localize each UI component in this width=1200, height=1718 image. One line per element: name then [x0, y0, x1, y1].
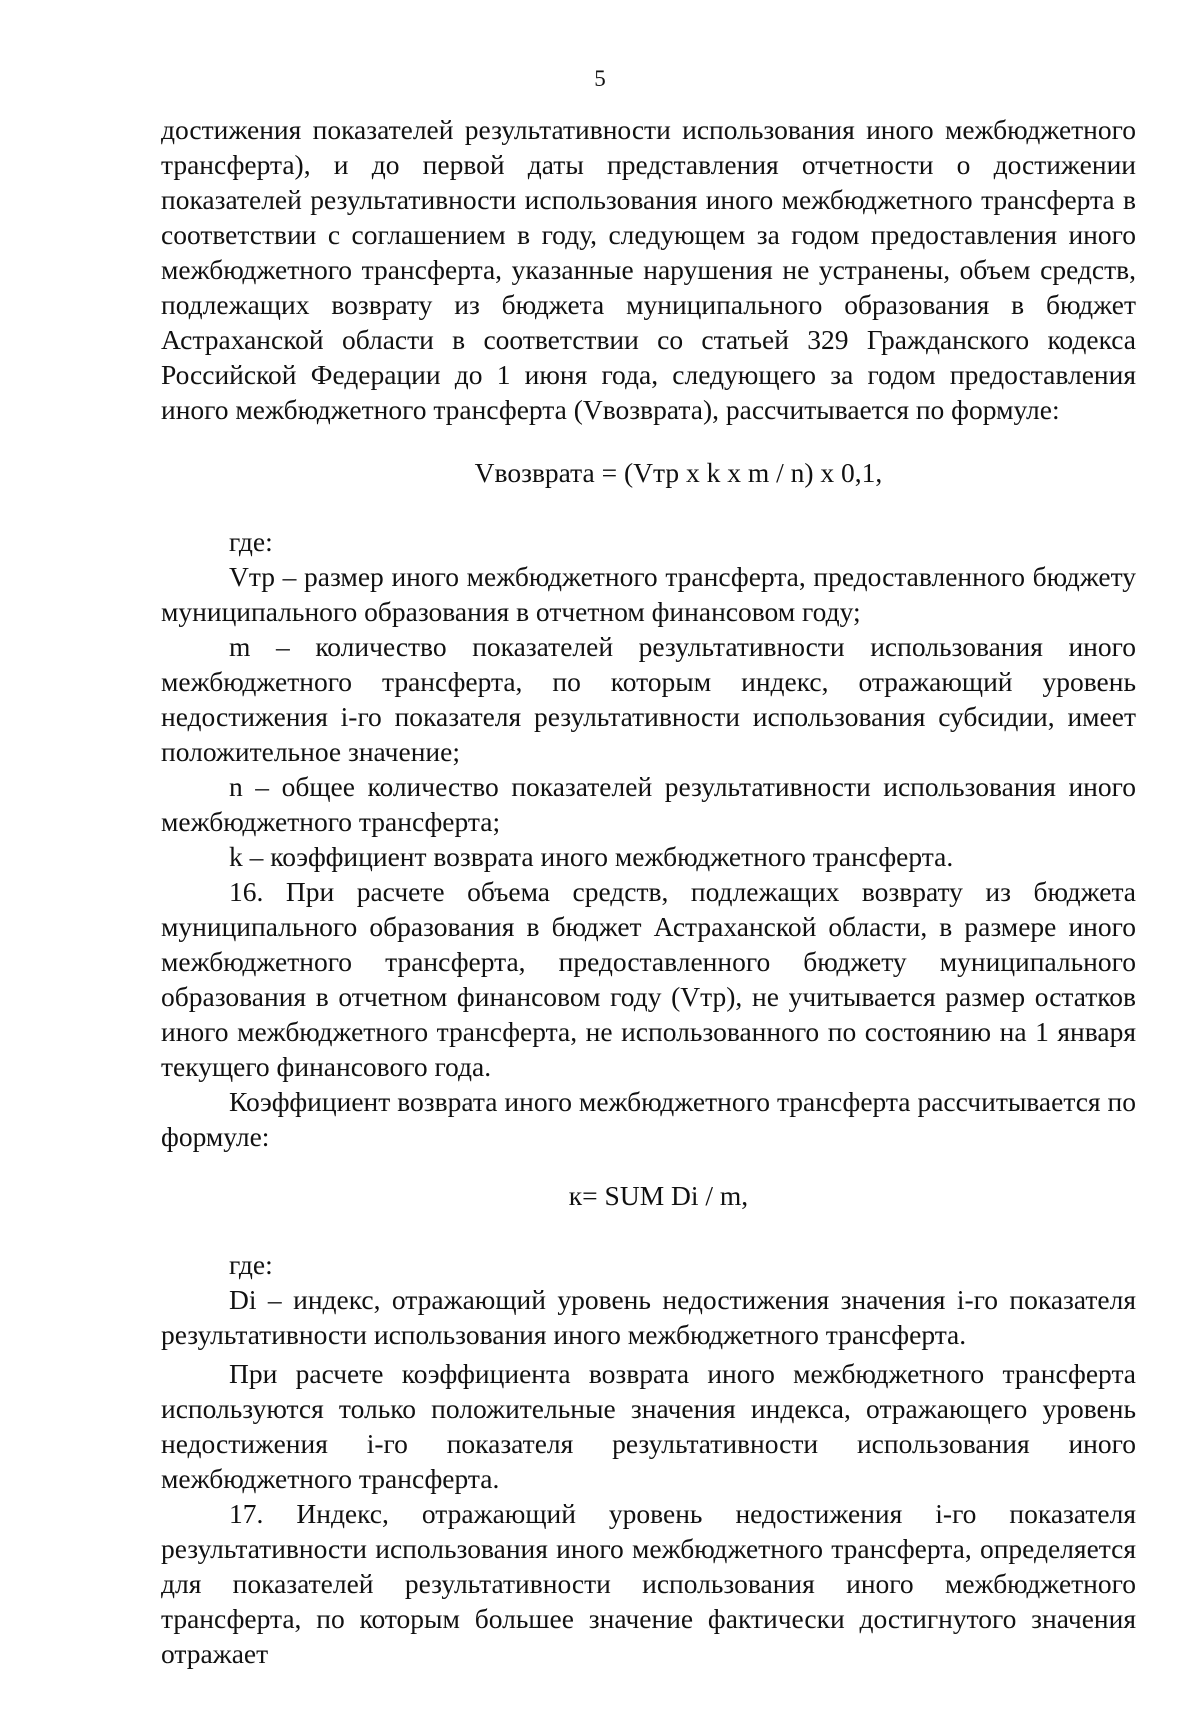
paragraph-positive-values: При расчете коэффициента возврата иного межбюджетного трансферта используются только положительные значения индекса, отражающего уровень недостижения i-го показателя результативности использования иного межбюджетного трансферта.: [161, 1358, 1136, 1494]
definition-m: m – количество показателей результативности использования иного межбюджетного трансферта, по которым индекс, отражающий уровень недостижения i-го показателя результативности использования субсидии, имеет положительное значение;: [161, 631, 1136, 767]
page-number: 5: [594, 66, 606, 91]
where-label: где:: [229, 526, 273, 557]
where-label: где:: [229, 1249, 273, 1280]
formula-coefficient: к= SUM Di / m,: [568, 1180, 749, 1211]
definition-n: n – общее количество показателей результативности использования иного межбюджетного трансферта;: [161, 771, 1136, 837]
paragraph-return-conditions: достижения показателей результативности использования иного межбюджетного трансферта), и до первой даты представления отчетности о достижении показателей результативности использования иного межбюджетного трансферта в соответствии с соглашением в году, следующем за годом предоставления иного межбюджетного трансферта, указанные нарушения не устранены, объем средств, подлежащих возврату из бюджета муниципального образования в бюджет Астраханской области в соответствии со статьей 329 Гражданского кодекса Российской Федерации до 1 июня года, следующего за годом предоставления иного межбюджетного трансферта (Vвозврата), рассчитывается по формуле:: [161, 114, 1136, 425]
definition-k: k – коэффициент возврата иного межбюджетного трансферта.: [229, 841, 954, 872]
definition-vtr: Vтр – размер иного межбюджетного трансферта, предоставленного бюджету муниципального образования в отчетном финансовом году;: [161, 561, 1136, 627]
document-body: [161, 112, 1136, 1671]
definition-di: Di – индекс, отражающий уровень недостижения значения i-го показателя результативности использования иного межбюджетного трансферта.: [161, 1284, 1136, 1350]
formula-return-volume: Vвозврата = (Vтр x k x m / n) x 0,1,: [474, 457, 883, 488]
paragraph-16: 16. При расчете объема средств, подлежащих возврату из бюджета муниципального образования в бюджет Астраханской области, в размере иного межбюджетного трансферта, предоставленного бюджету муниципального образования в отчетном финансовом году (Vтр), не учитывается размер остатков иного межбюджетного трансферта, не использованного по состоянию на 1 января текущего финансового года.: [161, 876, 1136, 1082]
coefficient-intro: Коэффициент возврата иного межбюджетного трансферта рассчитывается по формуле:: [161, 1086, 1136, 1152]
paragraph-17: 17. Индекс, отражающий уровень недостижения i-го показателя результативности использования иного межбюджетного трансферта, определяется для показателей результативности использования иного межбюджетного трансферта, по которым большее значение фактически достигнутого значения отражает: [161, 1498, 1136, 1669]
